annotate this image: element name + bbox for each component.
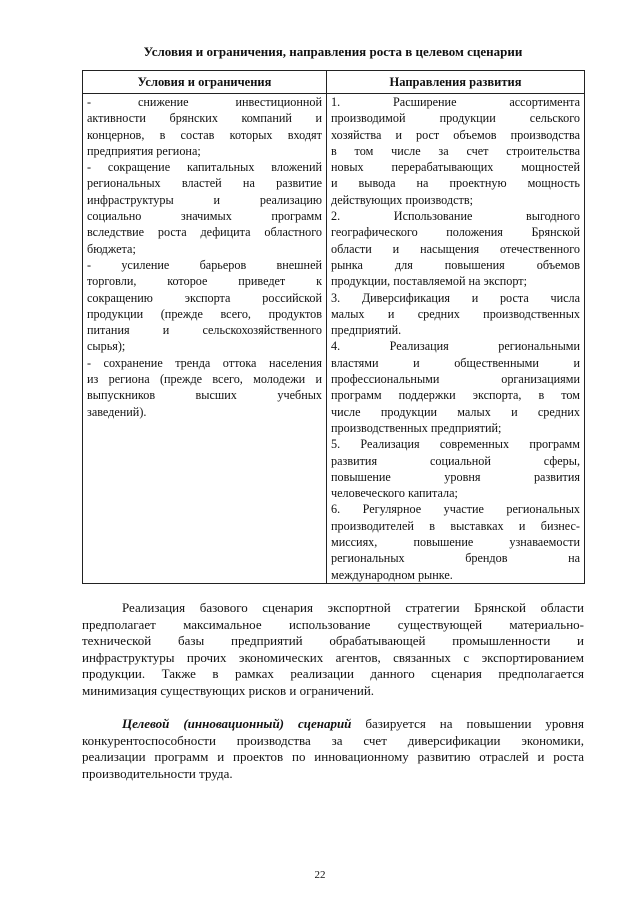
cell-line: региональных брендов на: [331, 551, 580, 566]
cell-line: человеческого капитала;: [331, 486, 458, 501]
cell-line: выпускников высших учебных: [87, 388, 322, 403]
directions-cell: [327, 94, 585, 584]
cell-line: малых и средних производственных: [331, 306, 580, 321]
table-row: [83, 94, 585, 584]
cell-line: - снижение инвестиционной: [87, 95, 322, 109]
cell-line: региональных властей на развитие: [87, 176, 322, 191]
cell-line: 5. Реализация современных программ: [331, 437, 580, 452]
paragraph-line: конкурентоспособности производства за счет диверсификации экономики,: [82, 732, 584, 748]
cell-line: - сокращение капитальных вложений: [87, 160, 322, 175]
cell-line: производимой продукции сельского: [331, 111, 580, 126]
cell-line: питания и сельскохозяйственного: [87, 323, 322, 338]
cell-line: новых перерабатывающих мощностей: [331, 160, 580, 175]
cell-line: производственных предприятий;: [331, 420, 502, 435]
cell-line: области и насыщения отечественного: [331, 241, 580, 256]
header-directions: Направления развития: [327, 71, 585, 94]
table-title: Условия и ограничения, направления роста в целевом сценарии: [143, 44, 523, 59]
cell-line: торговли, которое приведет к: [87, 274, 322, 289]
cell-line: инфраструктуры и реализацию: [87, 192, 322, 207]
cell-line: хозяйства и рост объемов производства: [331, 127, 580, 142]
cell-line: предприятий.: [331, 323, 402, 338]
cell-line: рынка для повышения объемов: [331, 257, 580, 272]
cell-line: из региона (прежде всего, молодежи и: [87, 372, 322, 387]
cell-line: развития социальной сферы,: [331, 453, 580, 468]
paragraph-line: продукции. Также в рамках реализации данного сценария предполагается: [82, 666, 584, 682]
cell-line: повышение уровня развития: [331, 469, 580, 484]
cell-line: вследствие роста дефицита областного: [87, 225, 322, 240]
cell-line: заведений).: [87, 404, 147, 419]
cell-line: концернов, в состав которых входят: [87, 127, 322, 142]
cell-line: действующих производств;: [331, 192, 473, 207]
cell-line: сокращению экспорта российской: [87, 290, 322, 305]
paragraph-line: реализации программ и проектов по инновационному развитию отраслей и роста: [82, 749, 584, 765]
cell-line: производителей в выставках и бизнес-: [331, 518, 580, 533]
cell-line: властями и общественными и: [331, 355, 580, 370]
cell-line: 3. Диверсификация и роста числа: [331, 290, 580, 305]
cell-line: продукции, поставляемой на экспорт;: [331, 274, 528, 289]
cell-line: миссиях, повышение узнаваемости: [331, 535, 580, 550]
cell-line: 2. Использование выгодного: [331, 209, 580, 224]
cell-line: 4. Реализация региональными: [331, 339, 580, 354]
cell-line: числе продукции малых и средних: [331, 404, 580, 419]
cell-line: международном рынке.: [331, 567, 453, 582]
paragraph-line: Реализация базового сценария экспортной стратегии Брянской области: [122, 600, 584, 615]
paragraph-line: [82, 716, 584, 733]
conditions-table: [82, 70, 585, 584]
cell-line: географического положения Брянской: [331, 225, 580, 240]
cell-line: - сохранение тренда оттока населения: [87, 355, 322, 370]
paragraph-line: предполагает максимальное использование существующей материально-: [82, 616, 584, 632]
cell-line: активности брянских компаний и: [87, 111, 322, 126]
paragraph-target-scenario: [82, 716, 584, 782]
table-header-row: [83, 71, 585, 94]
header-conditions: Условия и ограничения: [83, 71, 327, 94]
paragraph-line: технической базы предприятий обрабатывающей промышленности и: [82, 633, 584, 649]
page-number: 22: [314, 869, 326, 881]
cell-line: сырья);: [87, 339, 126, 354]
cell-line: 1. Расширение ассортимента: [331, 95, 580, 109]
scenario-term: Целевой (инновационный) сценарий: [122, 716, 352, 731]
cell-line: и вывода на проектную мощность: [331, 176, 580, 191]
cell-line: в том числе за счет строительства: [331, 143, 580, 158]
cell-line: программ поддержки экспорта, в том: [331, 388, 580, 403]
paragraph-line-text: базируется на повышении уровня: [351, 716, 584, 731]
cell-line: - усиление барьеров внешней: [87, 257, 322, 272]
paragraph-line: минимизация существующих рисков и ограничений.: [82, 682, 375, 698]
paragraph-line: производительности труда.: [82, 765, 233, 781]
cell-line: 6. Регулярное участие региональных: [331, 502, 580, 517]
cell-line: бюджета;: [87, 241, 136, 256]
cell-line: социально значимых программ: [87, 209, 322, 224]
cell-line: продукции (прежде всего, продуктов: [87, 306, 322, 321]
conditions-cell: [83, 94, 327, 584]
paragraph-line: инфраструктуры прочих экономических агентов, связанных с экспортированием: [82, 649, 584, 665]
cell-line: предприятия региона;: [87, 143, 201, 158]
paragraph-base-scenario: [82, 600, 584, 700]
cell-line: профессиональными организациями: [331, 372, 580, 387]
